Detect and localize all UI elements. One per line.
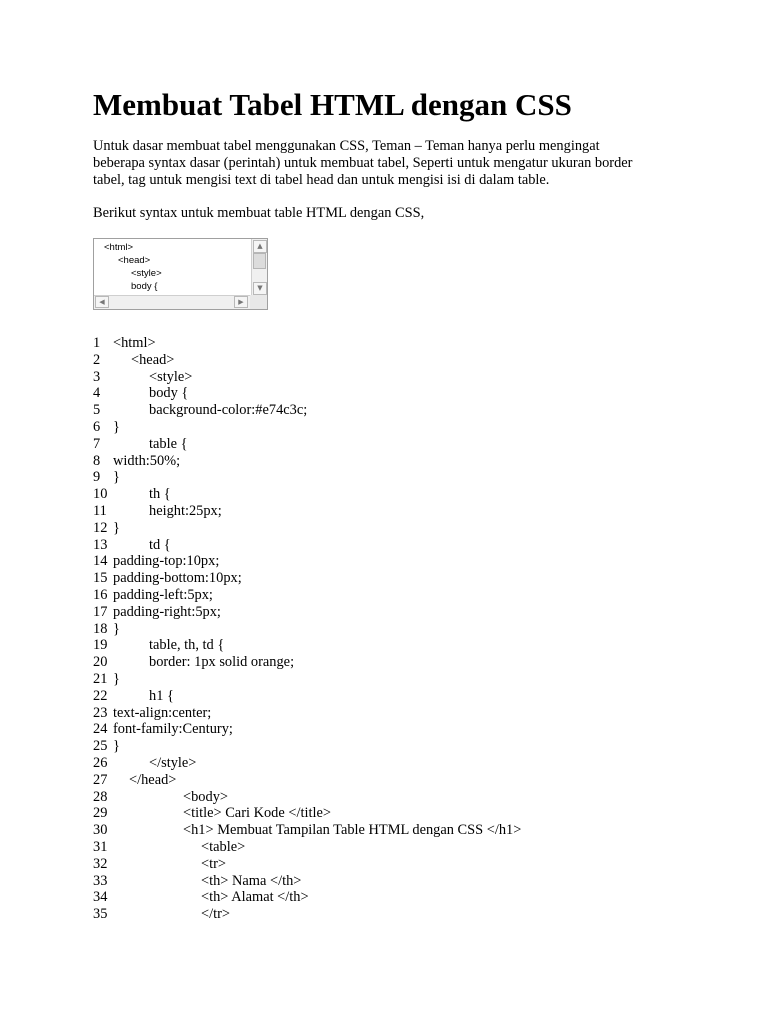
code-text: } [113,620,120,637]
code-text: </tr> [201,906,231,923]
line-number: 13 [93,536,108,553]
line-number: 35 [93,906,108,923]
code-text: <head> [131,351,175,368]
code-text: } [113,519,120,536]
scroll-thumb[interactable] [253,253,266,269]
code-text: } [113,738,120,755]
line-number: 27 [93,771,108,788]
code-text: <h1> Membuat Tampilan Table HTML dengan CSS </h1> [183,822,522,839]
line-number: 32 [93,855,108,872]
line-number: 4 [93,385,101,402]
line-number: 29 [93,805,108,822]
line-number: 14 [93,553,108,570]
code-text: table { [149,435,188,452]
line-number: 6 [93,418,101,435]
code-text: padding-bottom:10px; [113,570,242,587]
line-number: 5 [93,402,101,419]
intro-line: Untuk dasar membuat tabel menggunakan CSS, Teman – Teman hanya perlu mengingat [93,138,600,154]
line-number: 16 [93,586,108,603]
code-text: font-family:Century; [113,721,233,738]
line-number: 1 [93,335,101,351]
line-number: 11 [93,502,107,519]
line-number: 23 [93,704,108,721]
line-number: 20 [93,654,108,671]
line-number: 26 [93,754,108,771]
code-text: padding-left:5px; [113,586,213,603]
code-text: table, th, td { [149,637,225,654]
code-text: text-align:center; [113,704,212,721]
scroll-right-icon[interactable]: ▶ [234,296,248,308]
code-text: <tr> [201,855,227,872]
vertical-scrollbar[interactable] [251,239,267,296]
code-box-line: <style> [131,268,162,279]
line-number: 9 [93,469,101,486]
line-number: 10 [93,486,108,503]
code-box-content[interactable] [94,239,250,296]
scroll-left-icon[interactable]: ◀ [95,296,109,308]
code-text: <html> [113,335,156,351]
code-text: h1 { [149,687,174,704]
code-text: <title> Cari Kode </title> [183,805,331,822]
intro-line: tabel, tag untuk mengisi text di tabel head dan untuk mengisi isi di dalam table. [93,172,550,188]
code-text: } [113,418,120,435]
line-number: 3 [93,368,101,385]
code-text: } [113,469,120,486]
line-number: 25 [93,738,108,755]
line-number: 2 [93,351,101,368]
code-text: width:50%; [113,452,181,469]
code-text: body { [149,385,189,402]
code-text: <body> [183,788,229,805]
line-number: 28 [93,788,108,805]
line-number: 33 [93,872,108,889]
line-number: 12 [93,519,108,536]
berikut-paragraph: Berikut syntax untuk membuat table HTML dengan CSS, [93,205,425,221]
line-number: 15 [93,570,108,587]
line-number: 30 [93,822,108,839]
code-text: <table> [201,838,246,855]
code-box-line: body { [131,281,158,292]
code-text: <th> Alamat </th> [201,889,309,906]
intro-line: beberapa syntax dasar (perintah) untuk membuat tabel, Seperti untuk mengatur ukuran border [93,155,633,171]
code-text: height:25px; [149,502,222,519]
code-text: </head> [129,771,177,788]
embedded-code-box[interactable] [93,238,268,310]
code-text: padding-top:10px; [113,553,220,570]
code-text: td { [149,536,171,553]
scroll-down-icon[interactable]: ▼ [253,282,267,295]
line-number: 24 [93,721,108,738]
scroll-corner [250,295,267,309]
code-box-line: <head> [118,255,151,266]
line-number: 34 [93,889,108,906]
line-number: 18 [93,620,108,637]
code-text: padding-right:5px; [113,603,221,620]
code-text: border: 1px solid orange; [149,654,295,671]
line-number: 17 [93,603,108,620]
line-number: 31 [93,838,108,855]
intro-paragraph [93,138,683,189]
code-text: } [113,670,120,687]
line-number: 7 [93,435,101,452]
line-number: 21 [93,670,108,687]
code-text: <th> Nama </th> [201,872,302,889]
code-text: th { [149,486,171,503]
horizontal-scrollbar[interactable] [94,295,251,309]
page-title: Membuat Tabel HTML dengan CSS [93,87,572,122]
code-text: <style> [149,368,193,385]
scroll-up-icon[interactable]: ▲ [253,240,267,253]
code-text: </style> [149,754,197,771]
line-number: 19 [93,637,108,654]
code-box-line: <html> [104,242,134,253]
line-number: 8 [93,452,101,469]
line-number: 22 [93,687,108,704]
code-text: background-color:#e74c3c; [149,402,308,419]
